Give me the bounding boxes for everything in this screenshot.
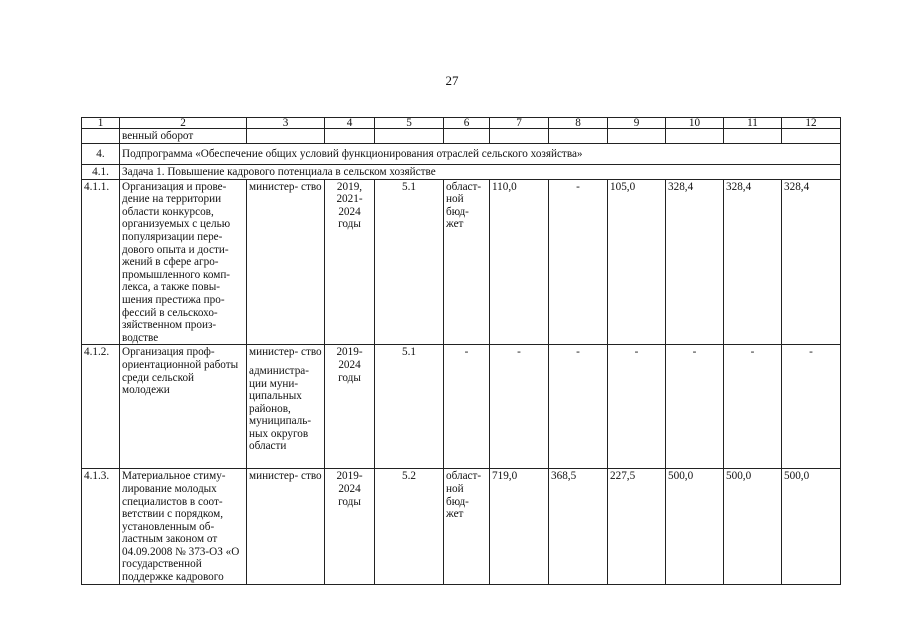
row-number: 4.1.2.	[82, 345, 120, 469]
continued-row	[82, 129, 841, 144]
row-value-7: 110,0	[490, 179, 549, 345]
row-executor: министер- ство	[247, 469, 325, 584]
row-period: 2019- 2024 годы	[325, 469, 375, 584]
row-executor: министер- ство	[249, 346, 322, 359]
row-number: 4.1.3.	[82, 469, 120, 584]
row-value-11: -	[724, 345, 782, 469]
task-code: 4.1.	[82, 164, 120, 179]
column-header: 9	[608, 118, 666, 129]
row-name: Материальное стиму- лирование молодых специалистов в соот- ветствии с порядком, установленным об- ластным законом от 04.09.2008 № 373-ОЗ «О государственной поддержке кадрового	[120, 469, 247, 584]
row-value-12: 500,0	[782, 469, 841, 584]
header-row	[82, 118, 841, 129]
row-value-10: 328,4	[666, 179, 724, 345]
row-executor-secondary: администра- ции муни- ципальных районов, муниципаль- ных округов области	[249, 364, 312, 453]
row-source: -	[444, 345, 490, 469]
page-number: 27	[445, 73, 459, 88]
row-value-9: -	[608, 345, 666, 469]
row-name: Организация проф- ориентационной работы среди сельской молодежи	[120, 345, 247, 469]
column-header: 3	[247, 118, 325, 129]
task-row	[82, 164, 841, 179]
row-value-12: -	[782, 345, 841, 469]
row-value-8: 368,5	[549, 469, 608, 584]
row-period: 2019- 2024 годы	[325, 345, 375, 469]
program-table	[81, 117, 841, 585]
row-value-12: 328,4	[782, 179, 841, 345]
row-period: 2019, 2021- 2024 годы	[325, 179, 375, 345]
subprogram-code: 4.	[82, 143, 120, 164]
row-name: Организация и прове- дение на территории области конкурсов, организуемых с целью популяризации пере- дового опыта и дости- жений в сфере агро- промышленного комп- лекса, а также повы- шения престижа про- фессий в сельскохо- зяйственном произ- водстве	[120, 179, 247, 345]
row-indicator: 5.2	[375, 469, 444, 584]
row-number: 4.1.1.	[82, 179, 120, 345]
row-indicator: 5.1	[375, 345, 444, 469]
column-header: 1	[82, 118, 120, 129]
column-header: 6	[444, 118, 490, 129]
table-row	[82, 469, 841, 584]
row-value-8: -	[549, 179, 608, 345]
row-value-11: 328,4	[724, 179, 782, 345]
table-row	[82, 179, 841, 345]
column-header: 2	[120, 118, 247, 129]
task-title: Задача 1. Повышение кадрового потенциала в сельском хозяйстве	[120, 164, 841, 179]
row-value-7: -	[490, 345, 549, 469]
row-value-9: 227,5	[608, 469, 666, 584]
column-header: 7	[490, 118, 549, 129]
column-header: 12	[782, 118, 841, 129]
row-value-10: 500,0	[666, 469, 724, 584]
row-source: област- ной бюд- жет	[444, 469, 490, 584]
row-source: област- ной бюд- жет	[444, 179, 490, 345]
column-header: 10	[666, 118, 724, 129]
row-indicator: 5.1	[375, 179, 444, 345]
column-header: 11	[724, 118, 782, 129]
row-value-8: -	[549, 345, 608, 469]
column-header: 8	[549, 118, 608, 129]
subprogram-row	[82, 143, 841, 164]
row-value-11: 500,0	[724, 469, 782, 584]
column-header: 5	[375, 118, 444, 129]
row-value-10: -	[666, 345, 724, 469]
table-row	[82, 345, 841, 469]
row-executor: министер- ство	[247, 179, 325, 345]
subprogram-title: Подпрограмма «Обеспечение общих условий функционирования отраслей сельского хозяйства»	[120, 143, 841, 164]
column-header: 4	[325, 118, 375, 129]
row-value-7: 719,0	[490, 469, 549, 584]
row-value-9: 105,0	[608, 179, 666, 345]
continued-row-name: венный оборот	[120, 129, 247, 144]
